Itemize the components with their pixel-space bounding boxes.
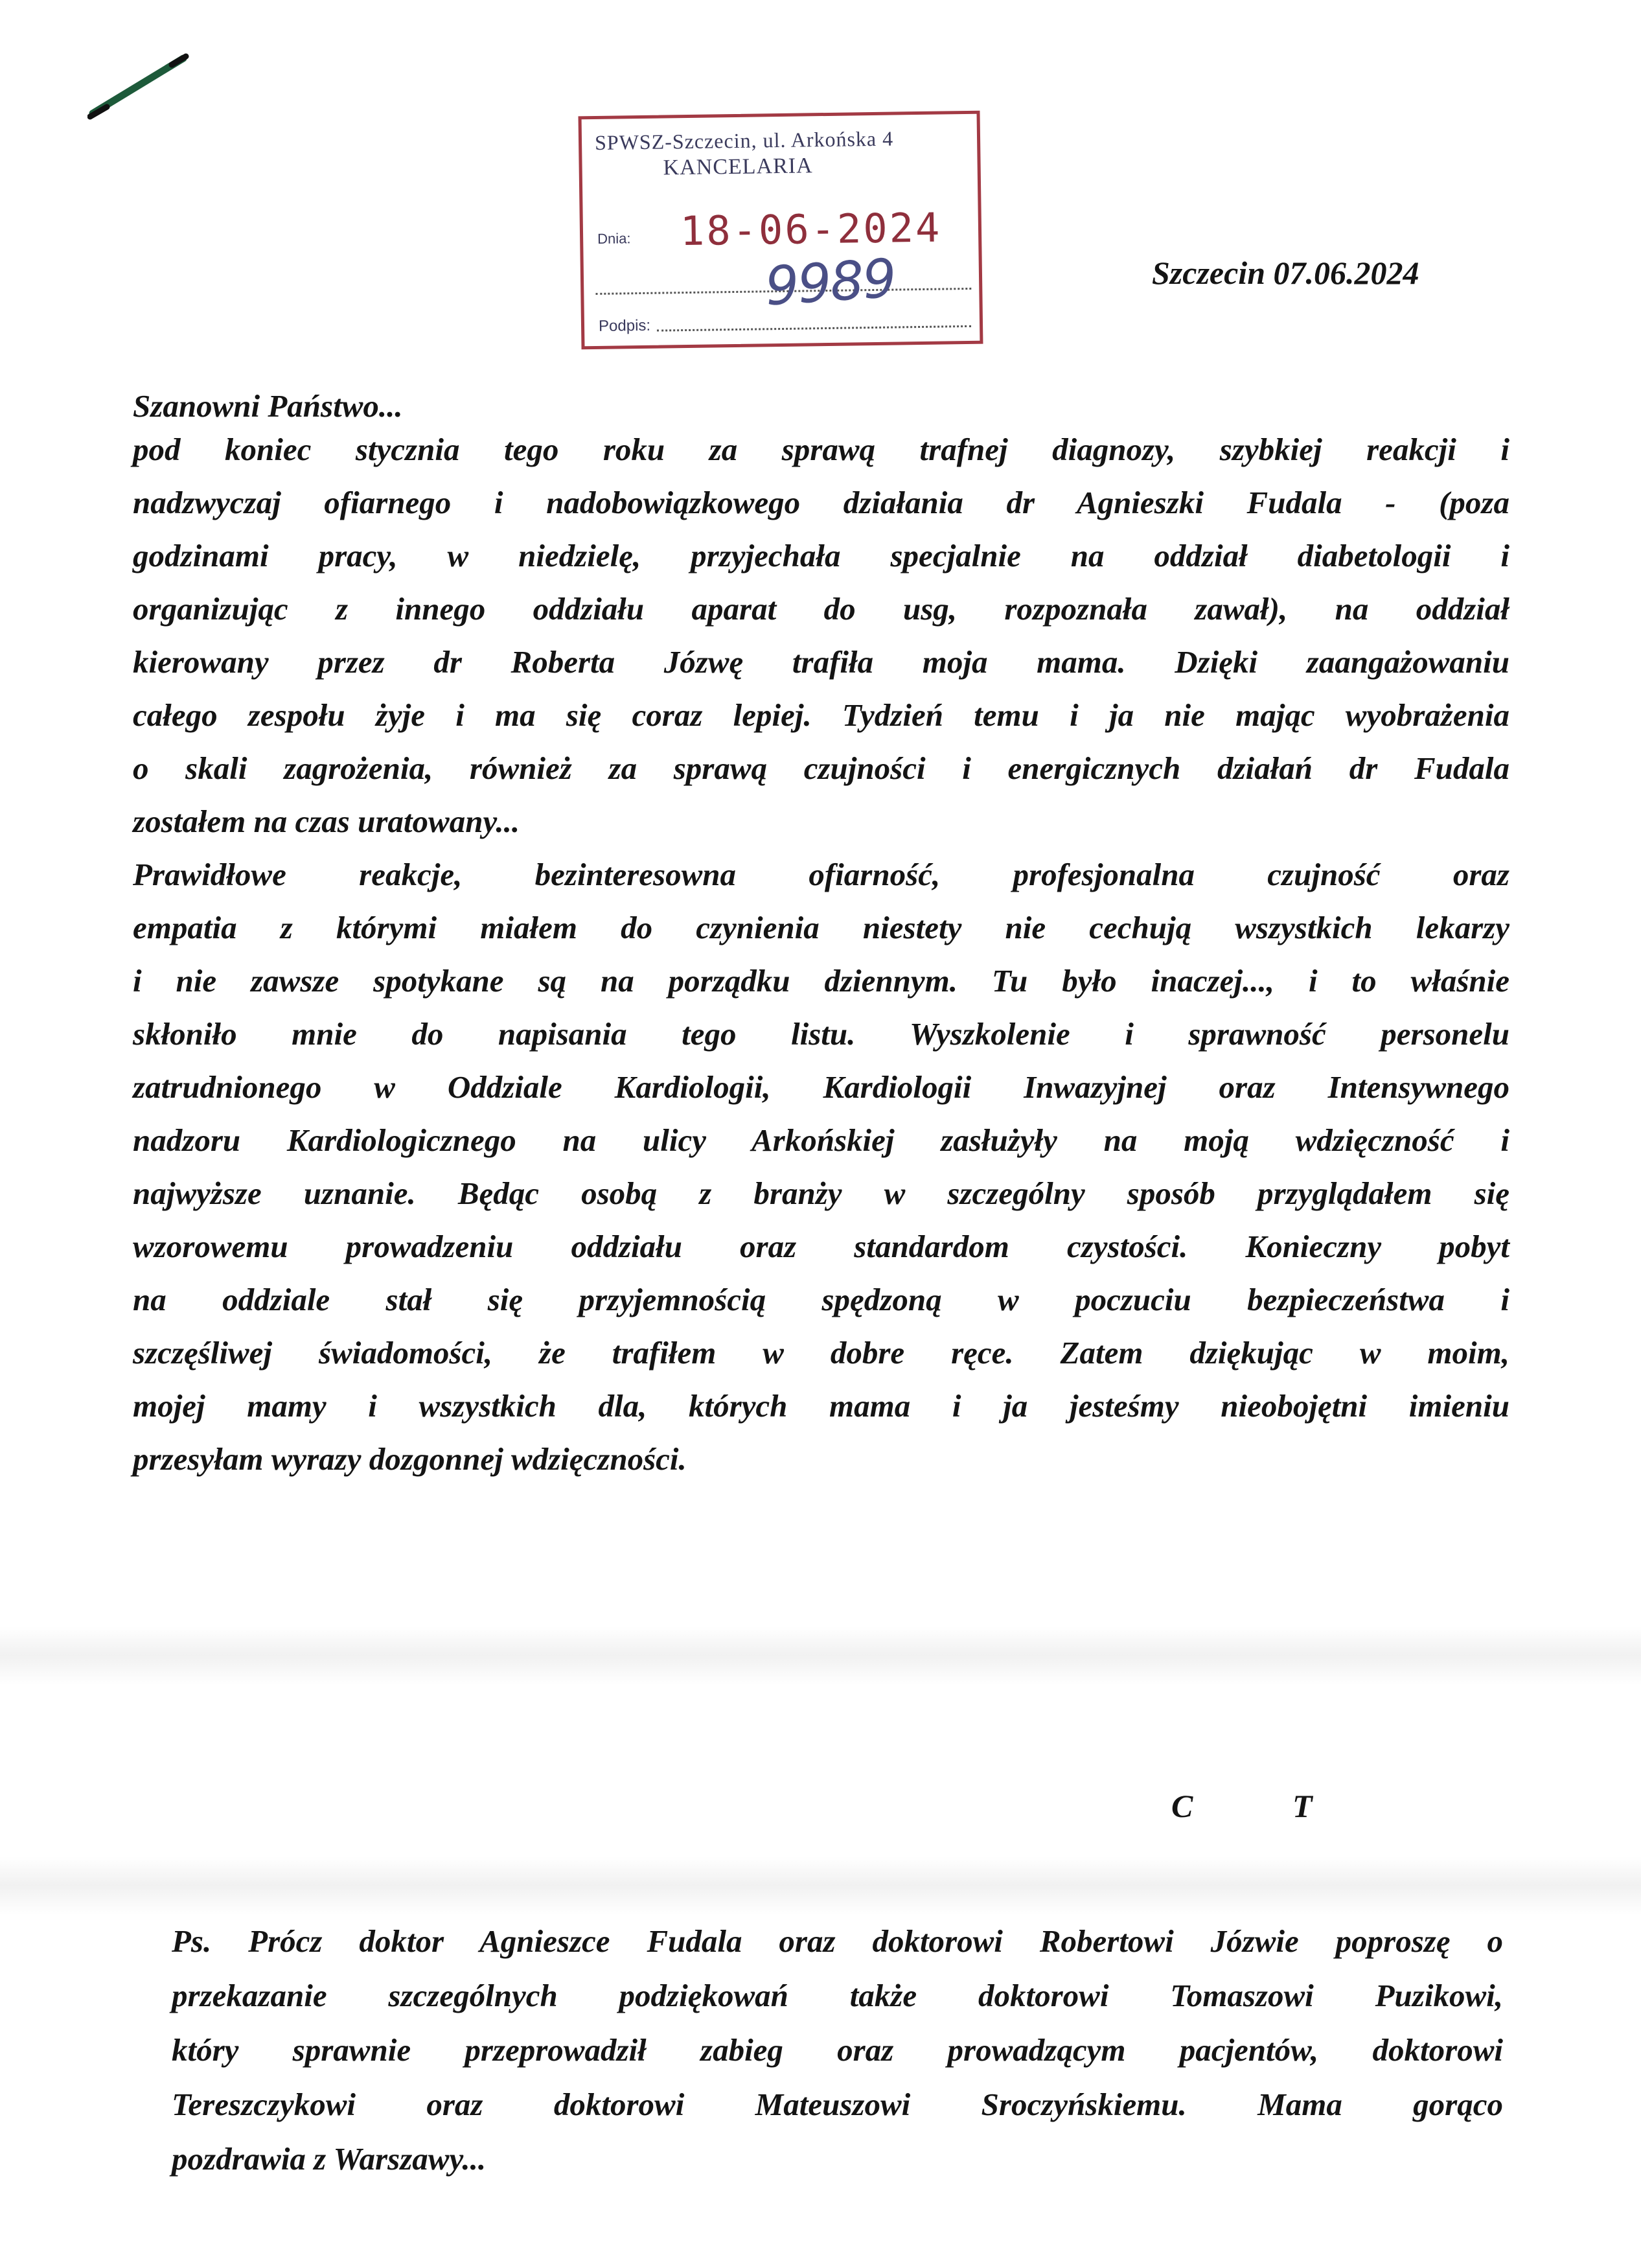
scan-shadow-band <box>0 1857 1641 1915</box>
body-line: nadzwyczaj ofiarnego i nadobowiązkowego działania dr Agnieszki Fudala - (poza <box>133 485 1509 520</box>
stamp-dotted-line <box>657 325 971 332</box>
body-line: pod koniec stycznia tego roku za sprawą trafnej diagnozy, szybkiej reakcji i <box>133 432 1509 467</box>
body-line: o skali zagrożenia, również za sprawą czujności i energicznych działań dr Fudala <box>133 750 1509 786</box>
pen-mark <box>87 52 191 123</box>
scan-shadow-band <box>0 1626 1641 1685</box>
body-line: godzinami pracy, w niedzielę, przyjechała specjalnie na oddział diabetologii i <box>133 538 1509 573</box>
stamp-registry-number: 9989 <box>763 248 897 318</box>
body-line: szczęśliwej świadomości, że trafiłem w dobre ręce. Zatem dziękując w moim, <box>133 1335 1509 1371</box>
postscript-line: pozdrawia z Warszawy... <box>172 2141 487 2177</box>
body-line: mojej mamy i wszystkich dla, których mama i ja jesteśmy nieobojętni imieniu <box>133 1388 1509 1424</box>
postscript-line: Ps. Prócz doktor Agnieszce Fudala oraz doktorowi Robertowi Józwie poproszę o <box>172 1923 1503 1959</box>
body-line: zatrudnionego w Oddziale Kardiologii, Kardiologii Inwazyjnej oraz Intensywnego <box>133 1069 1509 1105</box>
body-line: empatia z którymi miałem do czynienia niestety nie cechują wszystkich lekarzy <box>133 910 1509 945</box>
body-line: nadzoru Kardiologicznego na ulicy Arkońskiej zasłużyły na moją wdzięczność i <box>133 1122 1509 1158</box>
body-line: wzorowemu prowadzeniu oddziału oraz standardom czystości. Konieczny pobyt <box>133 1229 1509 1264</box>
signature-initial: C <box>1171 1788 1193 1824</box>
postscript-line: przekazanie szczególnych podziękowań także doktorowi Tomaszowi Puzikowi, <box>172 1978 1503 2013</box>
place-and-date: Szczecin 07.06.2024 <box>1152 255 1419 291</box>
signature-initial: T <box>1292 1788 1313 1824</box>
body-line: zostałem na czas uratowany... <box>133 804 520 839</box>
body-line: i nie zawsze spotykane są na porządku dziennym. Tu było inaczej..., i to właśnie <box>133 963 1509 999</box>
body-line: organizując z innego oddziału aparat do usg, rozpoznała zawał), na oddział <box>133 591 1509 627</box>
letter-body <box>133 431 1509 1494</box>
postscript-line: który sprawnie przeprowadził zabieg oraz prowadzącym pacjentów, doktorowi <box>172 2032 1503 2068</box>
stamp-sign-label: Podpis: <box>598 316 651 335</box>
body-line: Prawidłowe reakcje, bezinteresowna ofiarność, profesjonalna czujność oraz <box>133 857 1509 892</box>
stamp-institution: SPWSZ-Szczecin, ul. Arkońska 4 <box>594 126 894 154</box>
body-line: skłoniło mnie do napisania tego listu. Wyszkolenie i sprawność personelu <box>133 1016 1509 1052</box>
postscript <box>172 1923 1503 2195</box>
body-line: przesyłam wyrazy dozgonnej wdzięczności. <box>133 1441 687 1477</box>
postscript-line: Tereszczykowi oraz doktorowi Mateuszowi Sroczyńskiemu. Mama gorąco <box>172 2087 1503 2122</box>
registry-stamp <box>579 111 983 350</box>
body-line: na oddziale stał się przyjemnością spędzoną w poczuciu bezpieczeństwa i <box>133 1282 1509 1317</box>
stamp-date-label: Dnia: <box>597 230 631 247</box>
body-line: najwyższe uznanie. Będąc osobą z branży w szczególny sposób przyglądałem się <box>133 1175 1509 1211</box>
stamp-date: 18-06-2024 <box>680 203 942 255</box>
body-line: całego zespołu żyje i ma się coraz lepiej. Tydzień temu i ja nie mając wyobrażenia <box>133 697 1509 733</box>
body-line: kierowany przez dr Roberta Józwę trafiła moja mama. Dzięki zaangażowaniu <box>133 644 1509 680</box>
salutation: Szanowni Państwo... <box>133 388 403 424</box>
stamp-department: KANCELARIA <box>663 154 813 180</box>
